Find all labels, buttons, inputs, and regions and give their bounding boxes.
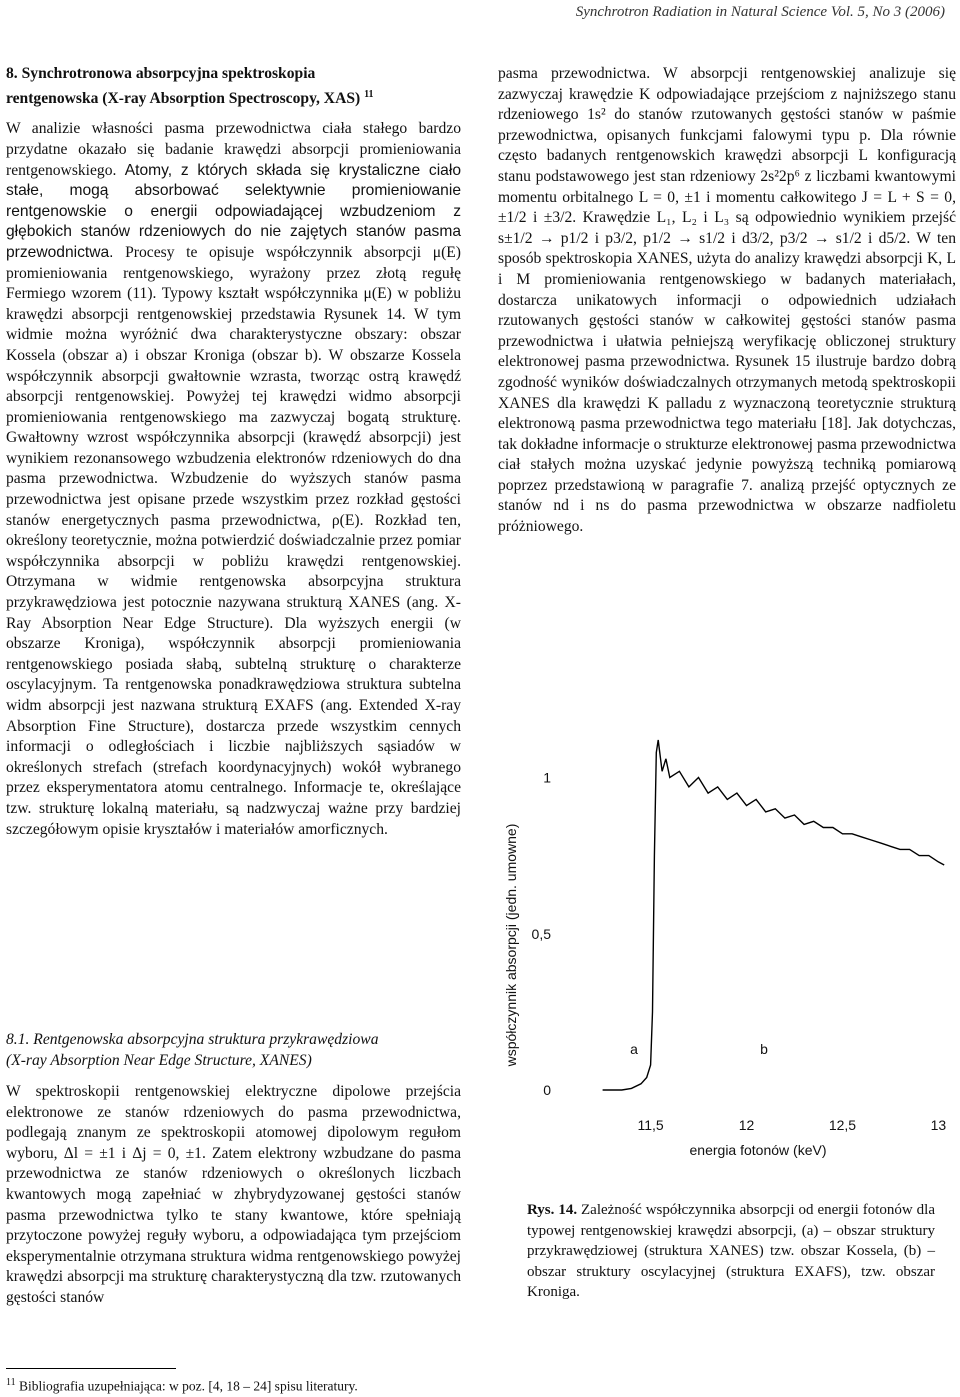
region-label-b: b xyxy=(760,1041,768,1057)
absorption-curve xyxy=(603,740,945,1090)
y-tick-label: 0,5 xyxy=(531,925,551,942)
y-axis-label: współczynnik absorpcji (jedn. umowne) xyxy=(503,823,519,1067)
section-body: W analizie własności pasma przewodnictwa ciała stałego bardzo przydatne okazało się badanie krawędzi absorpcji promieniowania rentgenowskiego. Atomy, z których składa się krystaliczne ciało stałe, mogą absorbować selektywnie promieniowanie rentgenowskie o energii odpowiadającej wzbudzeniom z głębokich stanów rdzeniowych do nie zajętych stanów pasma przewodnictwa. Procesy te opisuje współczynnik absorpcji μ(E) promieniowania rentgenowskiego, wyrażony przez złotą regułę Fermiego wzorem (11). Typowy kształt współczynnika μ(E) w pobliżu krawędzi absorpcji rentgenowskiej przedstawia Rysunek 14. W tym widmie można wyróżnić dwa charakterystyczne obszary: obszar Kossela (obszar a) i obszar Kroniga (obszar b). W obszarze Kossela współczynnik absorpcji gwałtownie wzrasta, tworząc ostrą krawędź absorpcji rentgenowskiej. Powyżej tej krawędzi widmo absorpcji promieniowania rentgenowskiego ma zazwyczaj bogatą strukturę. Gwałtowny wzrost współczynnika absorpcji (krawędź absorpcji) jest wynikiem rezonansowego wzbudzenia elektronów rdzeniowych do dna pasma przewodnictwa. Wzbudzenie do wyższych stanów pasma przewodnictwa jest opisane przede wszystkim przez rozkład gęstości stanów energetycznych pasma przewodnictwa, ρ(E). Rozkład ten, określony teoretycznie, można potwierdzić doświadczalnie przez pomiar współczynnika absorpcji w pobliżu krawędzi rentgenowskiej. Otrzymana w widmie rentgenowska absorpcyjna struktura przykrawędziowa jest potocznie nazywana strukturą XANES (ang. X-Ray Absorption Near Edge Structure). Dla wyższych energii (w obszarze Kroniga), współczynnik absorpcji promieniowania rentgenowskiego posiada słabą, subtelną strukturę o charakterze oscylacyjnym. Ta rentgenowska ponadkrawędziowa struktura subtelna widm absorpcji jest nazwana strukturą EXAFS (ang. Extended X-ray Absorption Fine Structure), dostarcza przede wszystkim cennych informacji o odległościach i liczbie najbliższych sąsiadów w określonych strefach (strefach koordynacyjnych) wokół wybranego przez eksperymentatora atomu centralnego. Informacje te, określające tzw. strukturę lokalną materiału, są nadzwyczaj ważne przy bardziej szczegółowym opisie kryształów i materiałów amorficznych. xyxy=(6,120,461,838)
x-axis-label: energia fotonów (keV) xyxy=(689,1142,827,1158)
x-tick-label: 12,5 xyxy=(828,1117,857,1133)
footnote-divider xyxy=(6,1368,176,1369)
absorption-chart xyxy=(498,700,956,1180)
region-label-a: a xyxy=(630,1041,638,1057)
figure-caption: Rys. 14. Zależność współczynnika absorpcji od energii fotonów dla typowej rentgenowskiej krawędzi absorpcji, (a) – obszar struktury przykrawędziowej (struktura XANES) tzw. obszar Kossela, (b) – obszar struktury oscylacyjnej (struktura EXAFS), tzw. obszar Kroniga. xyxy=(527,1202,935,1300)
figure-14 xyxy=(498,700,956,1180)
footnote-mark: 11 xyxy=(364,88,374,100)
y-tick-label: 1 xyxy=(543,769,551,786)
x-tick-label: 12 xyxy=(738,1117,755,1133)
section-title: 8. Synchrotronowa absorpcyjna spektroskopia rentgenowska (X-ray Absorption Spectroscopy, XAS) $^{11}$ xyxy=(6,65,374,107)
subsection-body: W spektroskopii rentgenowskiej elektryczne dipolowe przejścia elektronowe ze stanów rdzeniowych do pasma przewodnictwa, podlegają znanym ze spektroskopii atomowej dipolowym regułom wyboru, Δl = ±1 i Δj = 0, ±1. Zatem elektrony wzbudzane do pasma przewodnictwa ze stanów rdzeniowych o określonych liczbach kwantowych mogą zapełniać w zhybrydyzowanej gęstości stanów pasma przewodnictwa tylko te stany kwantowe, które spełniają przytoczone powyżej reguły wyboru, a odpowiadająca tym przejściom eksperymentalnie otrzymana struktura widma rentgenowskiego powyżej krawędzi absorpcji ma strukturę charakterystyczną dla tzw. rzutowanych gęstości stanów xyxy=(6,1083,461,1306)
subsection-title: 8.1. Rentgenowska absorpcyjna struktura przykrawędziowa (X-ray Absorption Near Edge Structure, XANES) xyxy=(6,1031,379,1069)
left-column xyxy=(6,64,461,840)
running-header: Synchrotron Radiation in Natural Science Vol. 5, No 3 (2006) xyxy=(575,4,945,20)
x-tick-label: 13 xyxy=(930,1117,947,1133)
footnote: $^{11}$ Bibliografia uzupełniająca: w poz. [4, 18 – 24] spisu literatury. xyxy=(6,1377,358,1394)
x-tick-label: 11,5 xyxy=(637,1117,664,1133)
right-column: pasma przewodnictwa. W absorpcji rentgenowskiej analizuje się zazwyczaj krawędzie K odpowiadające przejściom z najniższego stanu rdzeniowego 1s² do stanów rzutowanych gęstości stanów w paśmie przewodnictwa, opisanych funkcjami falowymi typu p. Dla równie często badanych rentgenowskich krawędzi absorpcji L konfiguracją stanu podstawowego jest stan rdzeniowy 2s²2p⁶ z liczbami kwantowymi momentu orbitalnego L = 0, ±1 i momentu całkowitego J = L + S = 0, ±1/2 i ±3/2. Krawędzie L₁, L₂ i L₃ są odpowiednio wynikiem przejść s±1/2 → p1/2 i p3/2, p1/2 → s1/2 i d3/2, p3/2 → s1/2 i d5/2. W ten sposób spektroskopia XANES, użyta do analizy krawędzi absorpcji K, L i M promieniowania rentgenowskiego w badanych materiałach, dostarcza unikatowych informacji o odpowiednich udziałach rzutowanych gęstości stanów w całkowitej gęstości stanów pasma przewodnictwa i ułatwia pełniejszą weryfikację obliczonej struktury elektronowej pasma przewodnictwa. Rysunek 15 ilustruje bardzo dobrą zgodność wyników doświadczalnych otrzymanych metodą spektroskopii XANES dla krawędzi K palladu z wyznaczoną teoretycznie strukturą elektronową pasma przewodnictwa tego materiału [18]. Jak dotychczas, tak dokładne informacje o strukturze elektronowej pasma przewodnictwa ciał stałych można uzyskać jedynie powyższą techniką pomiarową poprzez przedstawioną w paragrafie 7. analizą przejść optycznych ze stanów nd i ns do pasma przewodnictwa w obszarze nadfioletu próżniowego. xyxy=(498,65,956,536)
y-tick-label: 0 xyxy=(543,1082,551,1098)
